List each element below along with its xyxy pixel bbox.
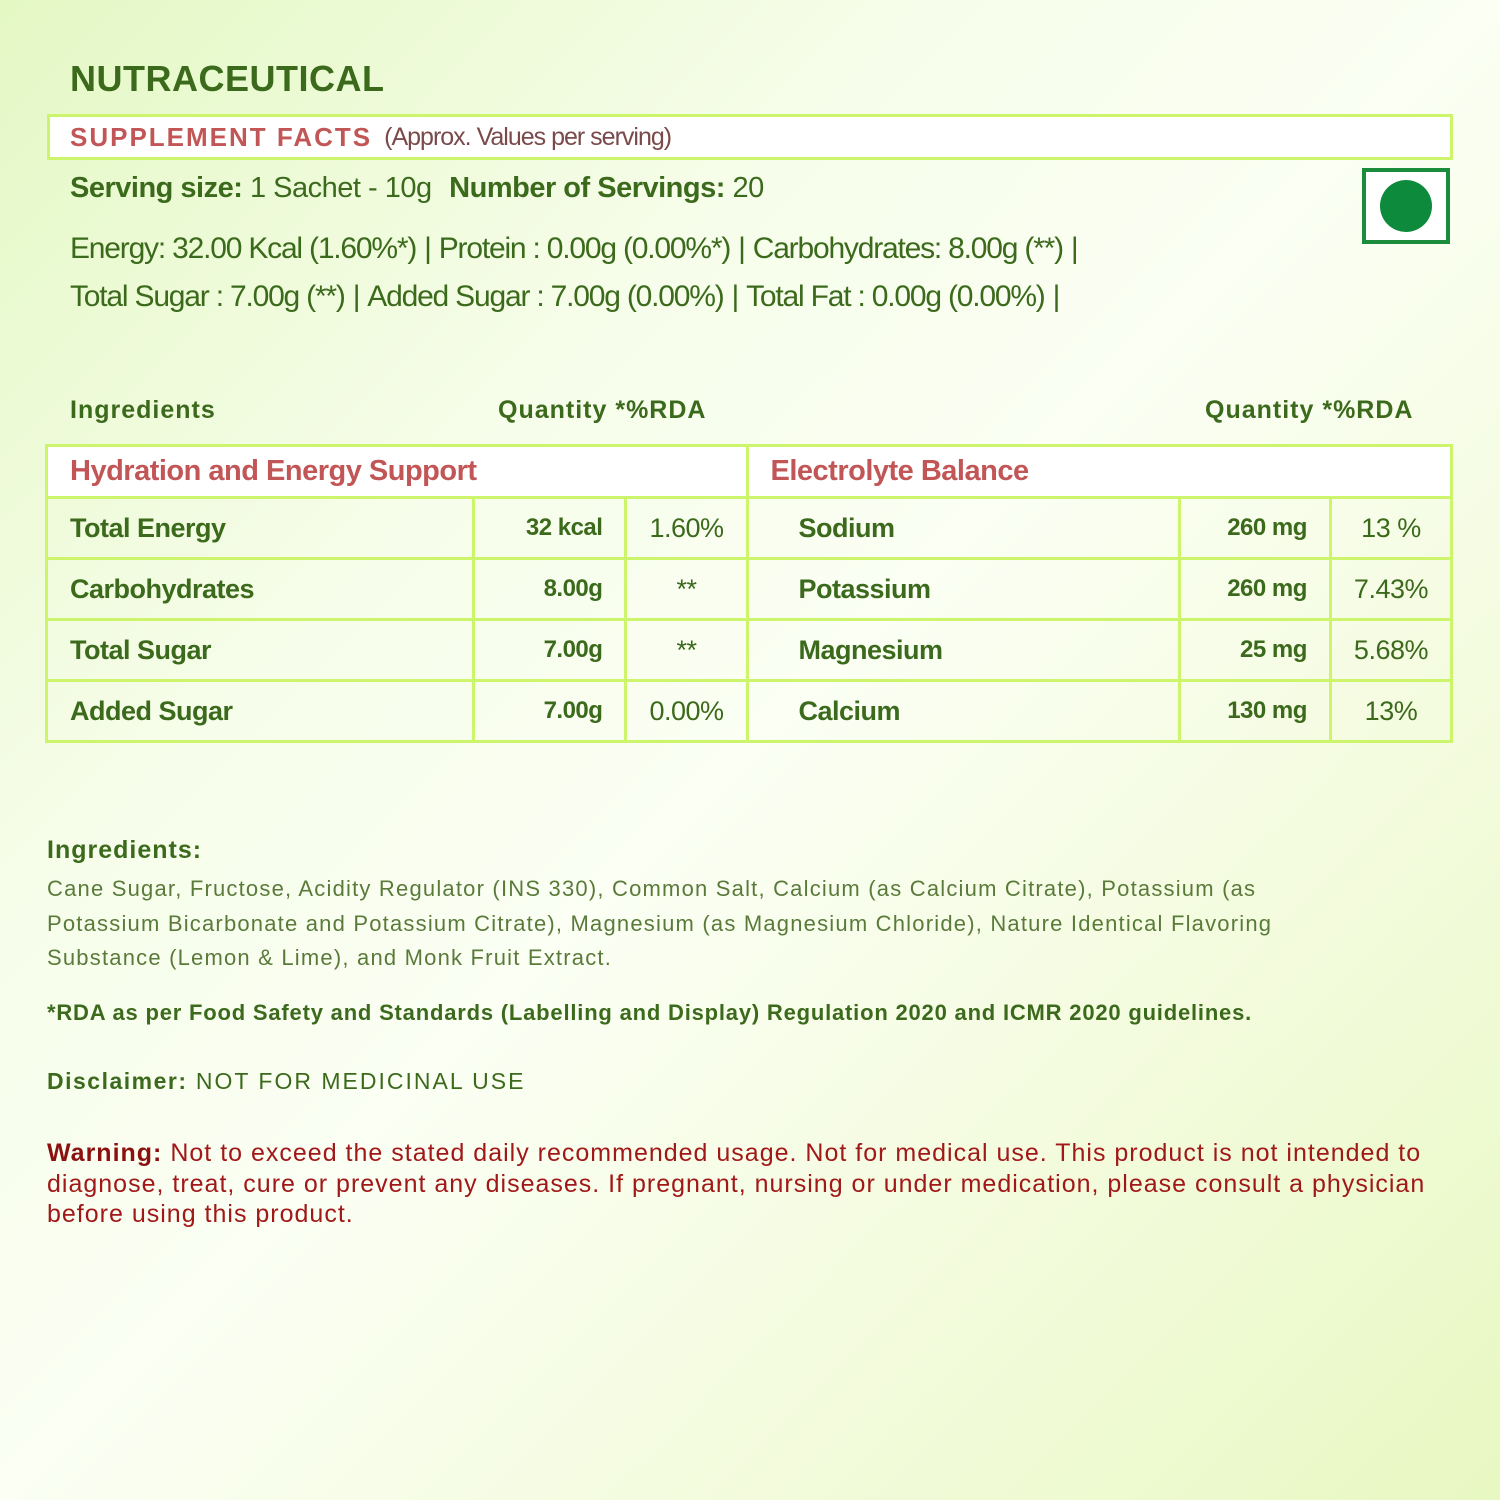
separator: |: [738, 232, 745, 265]
separator: |: [352, 280, 360, 313]
header-quantity-rda-right: Quantity *%RDA: [1205, 396, 1414, 424]
summary-total-sugar: Total Sugar : 7.00g (**): [70, 280, 345, 313]
warning: [47, 1138, 1467, 1230]
nutrient-quantity: 260 mg: [1179, 498, 1330, 559]
separator: |: [1070, 232, 1078, 265]
table-row: [47, 681, 1452, 742]
rda-note: *RDA as per Food Safety and Standards (Labelling and Display) Regulation 2020 and ICMR 2020 guidelines.: [47, 1000, 1253, 1025]
nutrient-name: Carbohydrates: [47, 559, 474, 620]
warning-label: Warning:: [47, 1139, 163, 1167]
summary-carbohydrates: Carbohydrates: 8.00g (**): [752, 232, 1063, 265]
supplement-table: [45, 444, 1453, 743]
ingredients-label: Ingredients:: [47, 836, 203, 864]
disclaimer: [47, 1068, 525, 1095]
vegetarian-mark-icon: [1362, 168, 1450, 244]
summary-total-fat: Total Fat : 0.00g (0.00%): [746, 280, 1045, 313]
serving-size-label: Serving size:: [70, 172, 243, 204]
warning-text: Not to exceed the stated daily recommended usage. Not for medical use. This product is not intended to diagnose, treat, cure or prevent any diseases. If pregnant, nursing or under medication, please consult a physician before using this product.: [47, 1139, 1426, 1228]
supplement-facts-title: SUPPLEMENT FACTS: [70, 121, 373, 152]
nutrient-rda: 1.60%: [626, 498, 747, 559]
header-ingredients: Ingredients: [70, 396, 216, 424]
table-row: [47, 620, 1452, 681]
section-electrolyte: Electrolyte Balance: [747, 446, 1452, 498]
table-row: [47, 498, 1452, 559]
separator: |: [731, 280, 739, 313]
nutrient-name: Total Energy: [47, 498, 474, 559]
nutrient-rda: 13 %: [1330, 498, 1451, 559]
nutrient-name: Sodium: [747, 498, 1179, 559]
nutrition-summary-line-2: [70, 280, 1067, 314]
nutrient-name: Potassium: [747, 559, 1179, 620]
separator: |: [424, 232, 431, 265]
section-hydration: Hydration and Energy Support: [47, 446, 748, 498]
disclaimer-label: Disclaimer:: [47, 1068, 188, 1094]
serving-info: [70, 172, 774, 205]
nutrient-quantity: 7.00g: [474, 620, 626, 681]
nutrient-quantity: 32 kcal: [474, 498, 626, 559]
nutrient-rda: 5.68%: [1330, 620, 1451, 681]
summary-energy: Energy: 32.00 Kcal (1.60%*): [70, 232, 417, 265]
nutrient-name: Calcium: [747, 681, 1179, 742]
ingredients-text: Cane Sugar, Fructose, Acidity Regulator (INS 330), Common Salt, Calcium (as Calcium Citrate), Potassium (as Potassium Bicarbonate and Potassium Citrate), Magnesium (as Magnesium Chloride), Nature Identical Flavoring Substance (Lemon & Lime), and Monk Fruit Extract.: [47, 876, 1273, 970]
nutrient-quantity: 8.00g: [474, 559, 626, 620]
nutrient-rda: 0.00%: [626, 681, 747, 742]
nutrient-quantity: 260 mg: [1179, 559, 1330, 620]
supplement-facts-subtitle: (Approx. Values per serving): [384, 122, 672, 151]
summary-added-sugar: Added Sugar : 7.00g (0.00%): [367, 280, 724, 313]
nutrient-rda: **: [626, 559, 747, 620]
table-row: [47, 559, 1452, 620]
serving-size-value: 1 Sachet - 10g: [249, 172, 432, 204]
servings-count-value: 20: [732, 172, 764, 204]
section-header-row: [47, 446, 1452, 498]
brand-title: NUTRACEUTICAL: [70, 58, 385, 99]
nutrition-summary-line-1: [70, 232, 1086, 266]
nutrient-rda: **: [626, 620, 747, 681]
supplement-facts-banner: [47, 114, 1453, 160]
nutrient-rda: 7.43%: [1330, 559, 1451, 620]
nutrient-rda: 13%: [1330, 681, 1451, 742]
summary-protein: Protein : 0.00g (0.00%*): [438, 232, 731, 265]
nutrient-quantity: 7.00g: [474, 681, 626, 742]
nutrient-quantity: 130 mg: [1179, 681, 1330, 742]
nutrient-name: Added Sugar: [47, 681, 474, 742]
nutrient-quantity: 25 mg: [1179, 620, 1330, 681]
header-quantity-rda-left: Quantity *%RDA: [498, 396, 707, 424]
nutrient-name: Magnesium: [747, 620, 1179, 681]
servings-count-label: Number of Servings:: [449, 172, 725, 204]
separator: |: [1052, 280, 1060, 313]
nutrient-name: Total Sugar: [47, 620, 474, 681]
disclaimer-text: NOT FOR MEDICINAL USE: [195, 1068, 526, 1094]
